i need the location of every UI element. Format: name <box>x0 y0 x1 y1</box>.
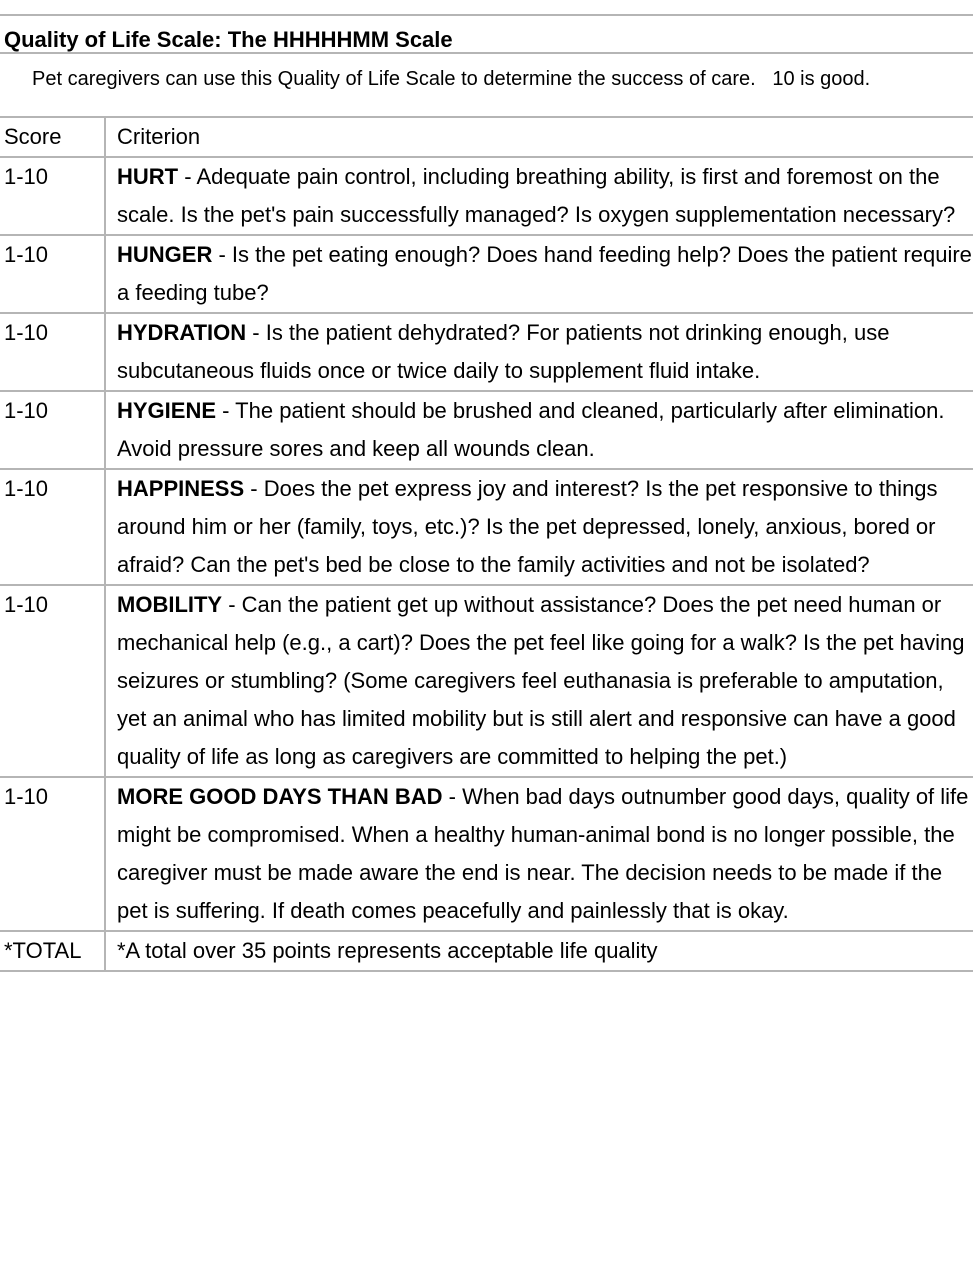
criterion-term: HAPPINESS <box>117 476 245 501</box>
score-cell: 1-10 <box>0 235 105 313</box>
quality-of-life-document <box>0 14 973 972</box>
criterion-cell <box>105 391 973 469</box>
criterion-term: HYGIENE <box>117 398 217 423</box>
criterion-description: - Is the pet eating enough? Does hand feeding help? Does the patient require a feeding tube? <box>117 242 972 305</box>
criterion-cell <box>105 235 973 313</box>
criterion-term: HUNGER <box>117 242 213 267</box>
criterion-cell <box>105 313 973 391</box>
document-title: Quality of Life Scale: The HHHHHMM Scale <box>0 14 973 52</box>
score-cell: 1-10 <box>0 391 105 469</box>
criterion-term: MOBILITY <box>117 592 223 617</box>
table-row-more-good-days <box>0 777 973 931</box>
table-row-hygiene <box>0 391 973 469</box>
criterion-description: - Does the pet express joy and interest? Is the pet responsive to things around him or her (family, toys, etc.)? Is the pet depressed, lonely, anxious, bored or afraid? Can the pet's bed be close to the family activities and not be isolated? <box>117 476 938 577</box>
total-note-cell: *A total over 35 points represents acceptable life quality <box>117 938 658 963</box>
criterion-cell <box>105 777 973 931</box>
table-row-hydration <box>0 313 973 391</box>
criterion-description: - Can the patient get up without assistance? Does the pet need human or mechanical help (e.g., a cart)? Does the pet feel like going for a walk? Is the pet having seizures or stumbling? (Some caregivers feel euthanasia is preferable to amputation, yet an animal who has limited mobility but is still alert and responsive can have a good quality of life as long as caregivers are committed to helping the pet.) <box>117 592 965 769</box>
criterion-description: - The patient should be brushed and cleaned, particularly after elimination. Avoid pressure sores and keep all wounds clean. <box>117 398 945 461</box>
table-row-hunger <box>0 235 973 313</box>
criterion-description: - Adequate pain control, including breathing ability, is first and foremost on the scale. Is the pet's pain successfully managed? Is oxygen supplementation necessary? <box>117 164 956 227</box>
table-row-happiness <box>0 469 973 585</box>
score-cell: 1-10 <box>0 469 105 585</box>
criterion-description: - Is the patient dehydrated? For patients not drinking enough, use subcutaneous fluids once or twice daily to supplement fluid intake. <box>117 320 890 383</box>
criterion-cell <box>105 157 973 235</box>
table-row-mobility <box>0 585 973 777</box>
table-row-total <box>0 931 973 971</box>
criterion-description: - When bad days outnumber good days, quality of life might be compromised. When a healthy human-animal bond is no longer possible, the caregiver must be made aware the end is near. The decision needs to be made if the pet is suffering. If death comes peacefully and painlessly that is okay. <box>117 784 969 923</box>
score-cell: 1-10 <box>0 313 105 391</box>
score-cell: 1-10 <box>0 157 105 235</box>
score-column-header: Score <box>0 117 105 157</box>
criterion-term: HURT <box>117 164 179 189</box>
score-cell: 1-10 <box>0 777 105 931</box>
score-cell: 1-10 <box>0 585 105 777</box>
table-header-row <box>0 117 973 157</box>
scale-table <box>0 116 973 972</box>
criterion-term: HYDRATION <box>117 320 247 345</box>
document-subtitle: Pet caregivers can use this Quality of Life Scale to determine the success of care. 10 is good. <box>0 52 973 116</box>
criterion-term: MORE GOOD DAYS THAN BAD <box>117 784 443 809</box>
table-row-hurt <box>0 157 973 235</box>
criterion-cell <box>105 585 973 777</box>
total-label-cell: *TOTAL <box>0 931 105 971</box>
criterion-column-header: Criterion <box>117 124 201 149</box>
criterion-cell <box>105 469 973 585</box>
